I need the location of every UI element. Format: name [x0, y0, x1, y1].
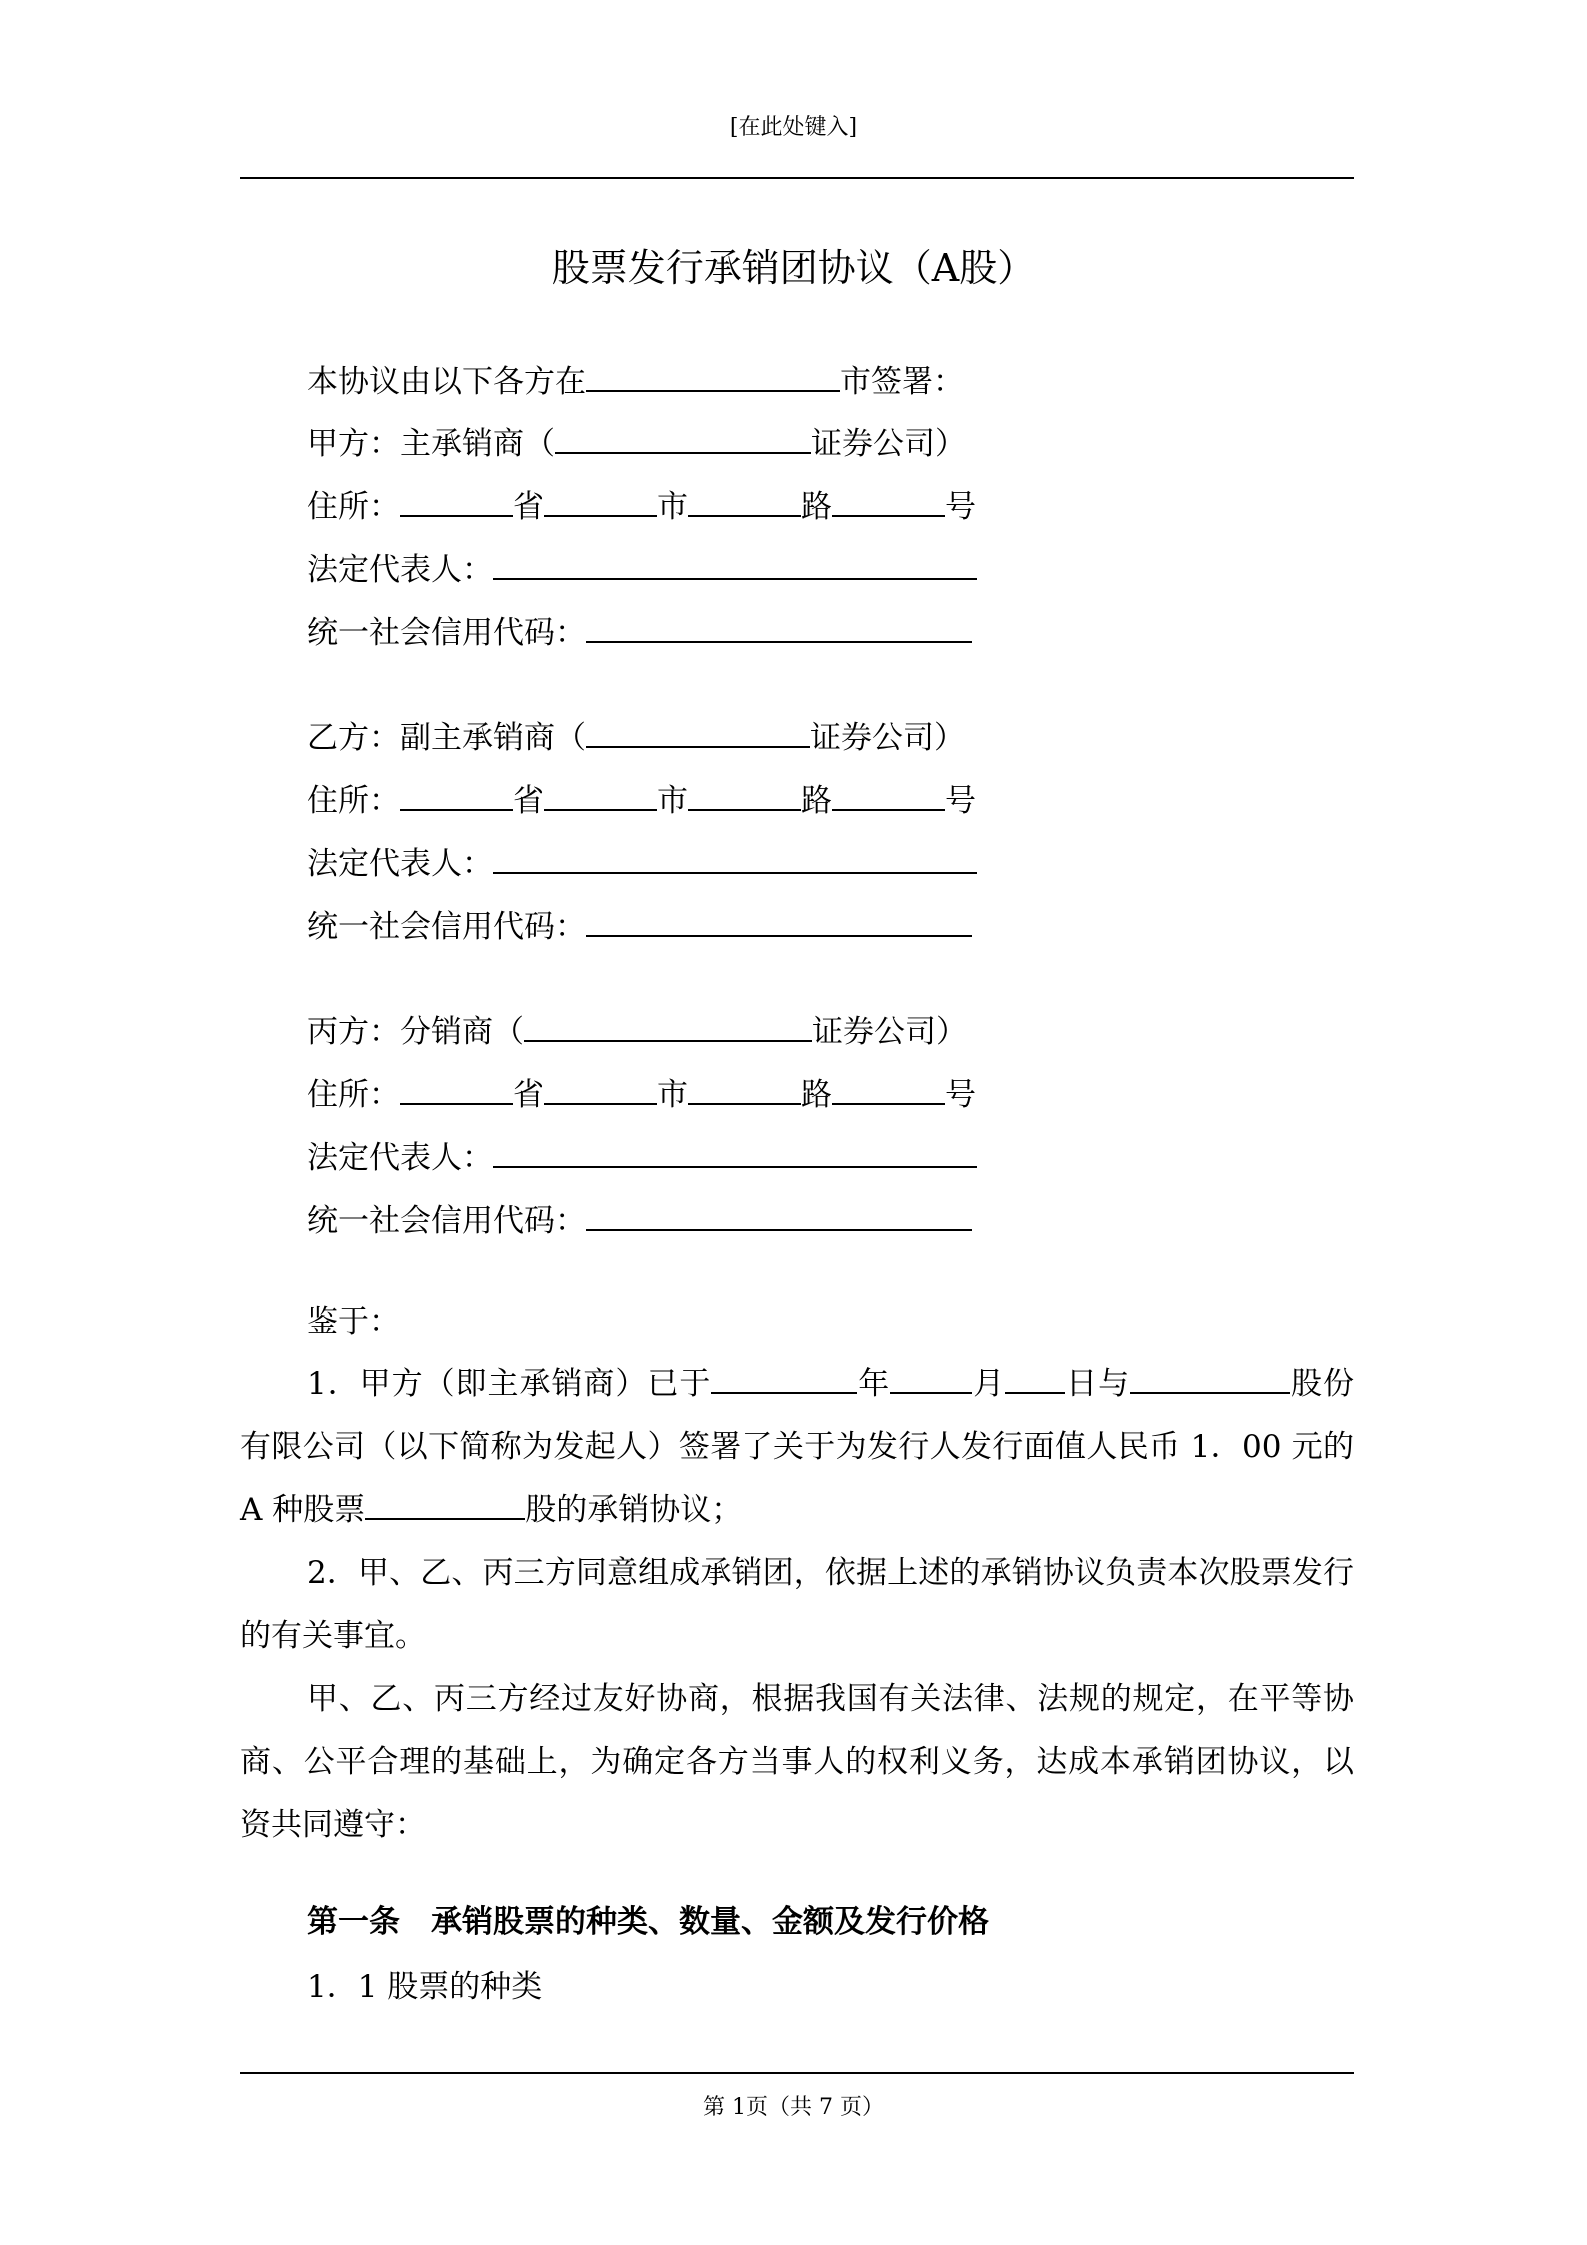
road-blank [688, 775, 801, 811]
city-label: 市 [657, 489, 688, 525]
city-blank [544, 775, 657, 811]
province-label: 省 [513, 783, 544, 819]
province-blank [400, 775, 513, 811]
page-header: [在此处键入] [729, 115, 858, 140]
province-label: 省 [513, 489, 544, 525]
header-divider [240, 177, 1354, 179]
province-blank [400, 481, 513, 517]
clause-2: 2．甲、乙、丙三方同意组成承销团，依据上述的承销协议负责本次股票发行的有关事宜。 [240, 1555, 1354, 1654]
page-footer: 第 1页（共 7 页） [703, 2095, 884, 2120]
clause-1-text-f: 股的承销协议； [525, 1492, 743, 1528]
party-b-company-blank [586, 712, 810, 748]
credit-code-label: 统一社会信用代码： [307, 1203, 586, 1239]
agreement-paragraph: 甲、乙、丙三方经过友好协商，根据我国有关法律、法规的规定，在平等协商、公平合理的基础上，为确定各方当事人的权利义务，达成本承销团协议，以资共同遵守： [240, 1681, 1354, 1843]
party-b-legal-rep-line [307, 838, 977, 886]
number-label: 号 [945, 1077, 976, 1113]
party-c-legal-rep-line [307, 1132, 977, 1180]
road-label: 路 [801, 783, 832, 819]
party-a-company-blank [555, 418, 811, 454]
road-label: 路 [801, 1077, 832, 1113]
signing-city-blank [586, 356, 840, 392]
party-a-role-suffix: 证券公司） [811, 426, 966, 462]
legal-rep-label: 法定代表人： [307, 552, 493, 588]
intro-text-before: 本协议由以下各方在 [307, 364, 586, 400]
credit-code-blank [586, 901, 972, 937]
party-b-role-line [307, 712, 965, 760]
party-c-company-blank [524, 1006, 812, 1042]
party-b-credit-code-line [307, 901, 972, 949]
legal-rep-label: 法定代表人： [307, 846, 493, 882]
party-b-role-suffix: 证券公司） [810, 720, 965, 756]
year-blank [711, 1358, 857, 1394]
party-c-credit-code-line [307, 1195, 972, 1243]
province-blank [400, 1069, 513, 1105]
party-a-credit-code-line [307, 607, 972, 655]
month-blank [890, 1358, 972, 1394]
road-label: 路 [801, 489, 832, 525]
legal-rep-blank [493, 544, 977, 580]
address-label: 住所： [307, 783, 400, 819]
party-c-role-suffix: 证券公司） [812, 1014, 967, 1050]
number-blank [832, 1069, 945, 1105]
company-name-blank [1130, 1358, 1290, 1394]
whereas-label: 鉴于： [307, 1304, 400, 1340]
city-label: 市 [657, 1077, 688, 1113]
day-label: 日与 [1065, 1366, 1131, 1402]
day-blank [1005, 1358, 1065, 1394]
year-label: 年 [857, 1366, 891, 1402]
credit-code-blank [586, 1195, 972, 1231]
address-label: 住所： [307, 1077, 400, 1113]
legal-rep-blank [493, 838, 977, 874]
clause-1-text-e: 股份有限公司（以下简称为发起人）签署了关于为发行人发行面值人民币 1．00 元的 A 种股票 [240, 1366, 1355, 1528]
number-label: 号 [945, 783, 976, 819]
road-blank [688, 481, 801, 517]
party-a-address-line [307, 481, 976, 529]
number-blank [832, 481, 945, 517]
credit-code-label: 统一社会信用代码： [307, 909, 586, 945]
road-blank [688, 1069, 801, 1105]
intro-line [307, 356, 964, 404]
section-1-heading: 第一条 承销股票的种类、数量、金额及发行价格 [307, 1904, 989, 1940]
party-c-role-label: 丙方：分销商（ [307, 1014, 524, 1050]
province-label: 省 [513, 1077, 544, 1113]
party-b-role-label: 乙方：副主承销商（ [307, 720, 586, 756]
party-a-legal-rep-line [307, 544, 977, 592]
party-c-role-line [307, 1006, 967, 1054]
city-label: 市 [657, 783, 688, 819]
credit-code-blank [586, 607, 972, 643]
month-label: 月 [972, 1366, 1006, 1402]
city-blank [544, 481, 657, 517]
legal-rep-blank [493, 1132, 977, 1168]
credit-code-label: 统一社会信用代码： [307, 615, 586, 651]
intro-text-after: 市签署： [840, 364, 964, 400]
party-a-role-line [307, 418, 966, 466]
number-blank [832, 775, 945, 811]
clause-1-text-a: 1．甲方（即主承销商）已于 [307, 1366, 712, 1402]
party-b-address-line [307, 775, 976, 823]
legal-rep-label: 法定代表人： [307, 1140, 493, 1176]
party-a-role-label: 甲方：主承销商（ [307, 426, 555, 462]
section-1-1-heading: 1．1 股票的种类 [307, 1969, 543, 2005]
address-label: 住所： [307, 489, 400, 525]
party-c-address-line [307, 1069, 976, 1117]
clause-1 [240, 1353, 1354, 1542]
footer-divider [240, 2072, 1354, 2074]
document-title: 股票发行承销团协议（A股） [551, 246, 1036, 290]
city-blank [544, 1069, 657, 1105]
share-count-blank [365, 1484, 525, 1520]
number-label: 号 [945, 489, 976, 525]
